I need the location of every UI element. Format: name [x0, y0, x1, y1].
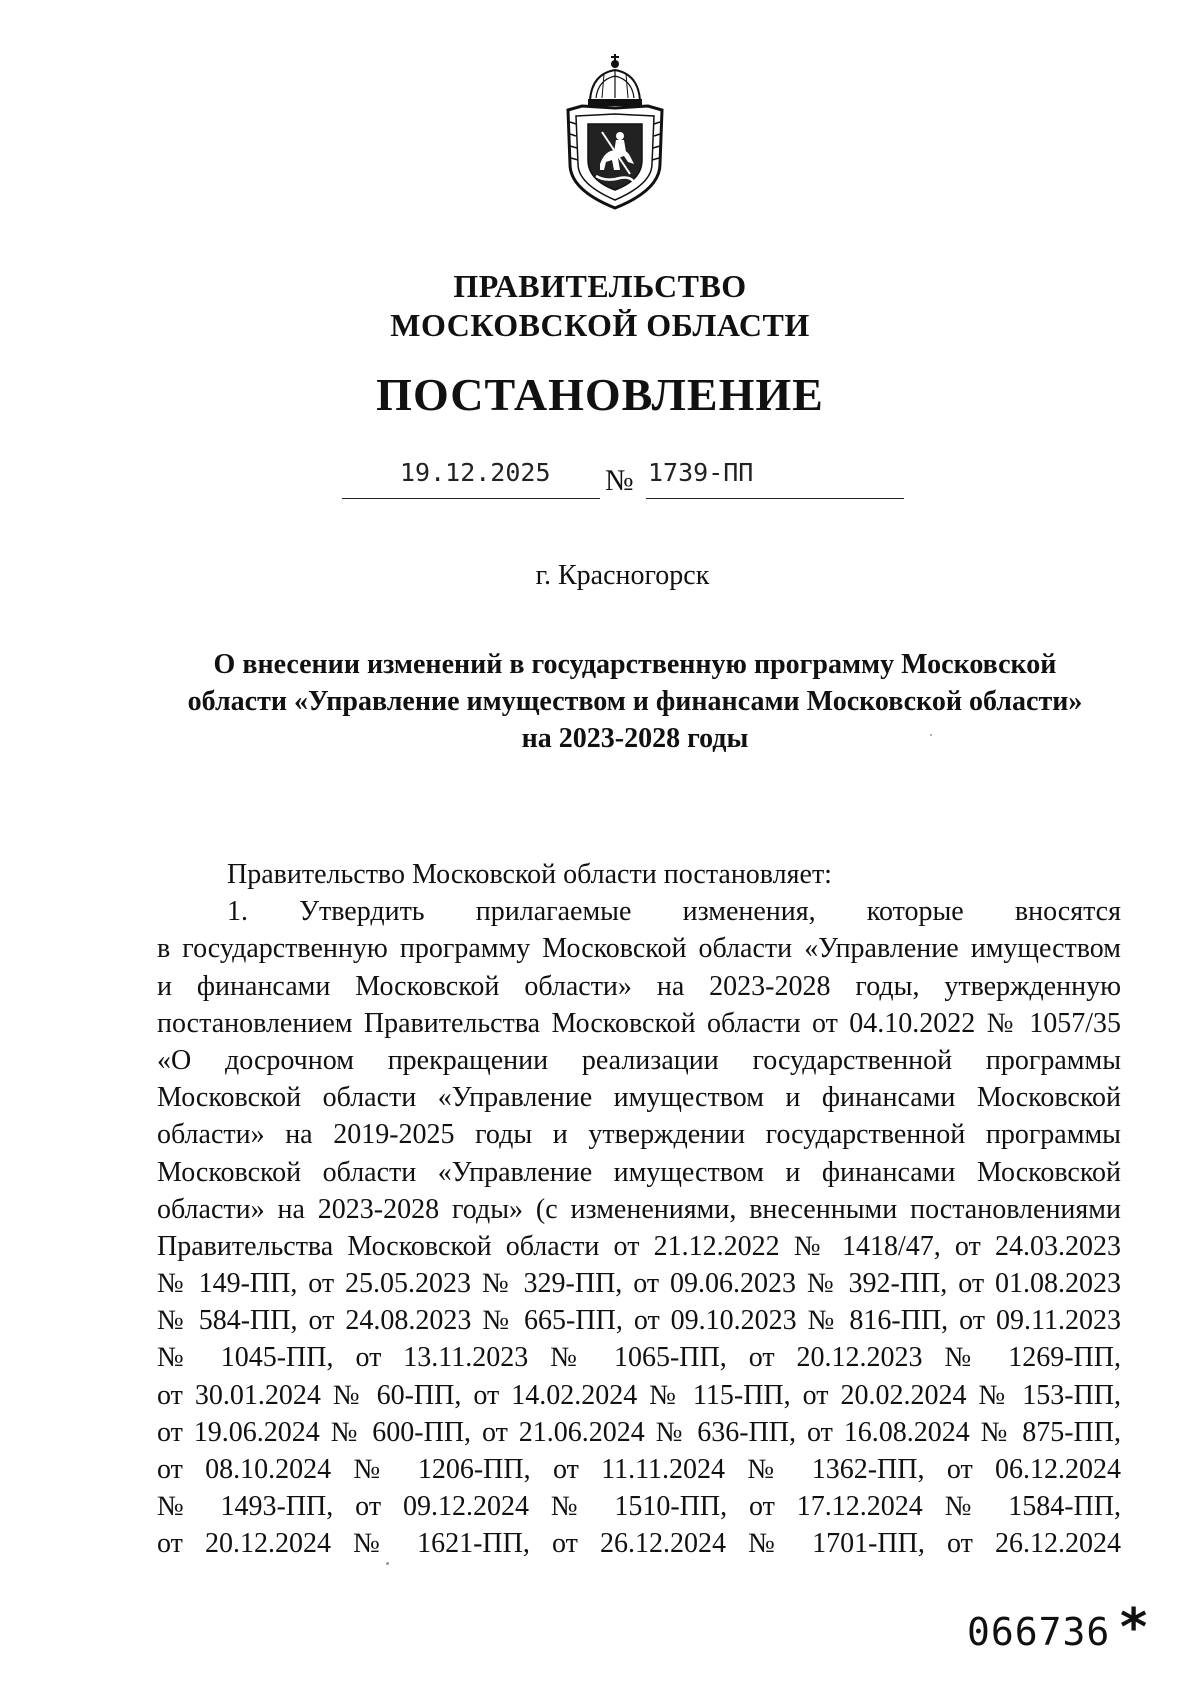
asterisk-mark: *: [1120, 1598, 1148, 1658]
serial-number: 066736: [967, 1610, 1111, 1654]
scan-speck: [386, 1562, 389, 1565]
title-line: О внесении изменений в государственную программу Московской: [213, 649, 1057, 680]
body-line: от 08.10.2024 № 1206-ПП, от 11.11.2024 № 1362-ПП, от 06.12.2024: [157, 1454, 1121, 1485]
number-sign: №: [605, 464, 634, 497]
document-number: 1739-ПП: [648, 458, 754, 487]
body-line: № 584-ПП, от 24.08.2023 № 665-ПП, от 09.10.2023 № 816-ПП, от 09.11.2023: [157, 1305, 1121, 1337]
body-line: № 1045-ПП, от 13.11.2023 № 1065-ПП, от 20.12.2023 № 1269-ПП,: [157, 1342, 1121, 1374]
body-line: Правительства Московской области от 21.12.2022 № 1418/47, от 24.03.2023: [157, 1230, 1121, 1262]
body-line: Московской области «Управление имуществом и финансами Московской: [157, 1082, 1121, 1114]
document-body: [157, 856, 1121, 1563]
document-type: ПОСТАНОВЛЕНИЕ: [376, 369, 824, 420]
organization-name-line1: ПРАВИТЕЛЬСТВО: [453, 268, 747, 304]
scan-speck: [930, 734, 932, 736]
body-line: 1. Утвердить прилагаемые изменения, которые вносятся: [227, 896, 1121, 928]
date-number-line: [0, 458, 1200, 502]
body-line: «О досрочном прекращении реализации государственной программы: [157, 1044, 1121, 1076]
body-line: постановлением Правительства Московской области от 04.10.2022 № 1057/35: [157, 1007, 1121, 1039]
organization-name-line2: МОСКОВСКОЙ ОБЛАСТИ: [390, 307, 810, 343]
city: г. Красногорск: [535, 560, 710, 591]
body-line: области» на 2023-2028 годы» (с изменениями, внесенными постановлениями: [157, 1193, 1121, 1225]
date-underline: [342, 498, 600, 499]
body-line: № 1493-ПП, от 09.12.2024 № 1510-ПП, от 17.12.2024 № 1584-ПП,: [157, 1491, 1121, 1523]
body-line: и финансами Московской области» на 2023-2028 годы, утвержденную: [157, 970, 1121, 1002]
body-line: Правительство Московской области постановляет:: [227, 859, 832, 890]
body-line: в государственную программу Московской области «Управление имуществом: [157, 933, 1121, 965]
document-date: 19.12.2025: [400, 458, 551, 487]
body-line: от 20.12.2024 № 1621-ПП, от 26.12.2024 № 1701-ПП, от 26.12.2024: [157, 1528, 1121, 1560]
body-line: Московской области «Управление имуществом и финансами Московской: [157, 1156, 1121, 1188]
number-underline: [646, 498, 904, 499]
title-line: области «Управление имуществом и финансами Московской области»: [187, 686, 1083, 717]
coat-of-arms-icon: [560, 52, 670, 212]
title-line: на 2023-2028 годы: [521, 723, 749, 754]
body-line: от 19.06.2024 № 600-ПП, от 21.06.2024 № 636-ПП, от 16.08.2024 № 875-ПП,: [157, 1416, 1121, 1448]
body-line: от 30.01.2024 № 60-ПП, от 14.02.2024 № 115-ПП, от 20.02.2024 № 153-ПП,: [157, 1379, 1121, 1411]
document-title: [150, 646, 1120, 757]
body-line: № 149-ПП, от 25.05.2023 № 329-ПП, от 09.06.2023 № 392-ПП, от 01.08.2023: [157, 1268, 1121, 1300]
body-line: области» на 2019-2025 годы и утверждении государственной программы: [157, 1119, 1121, 1151]
